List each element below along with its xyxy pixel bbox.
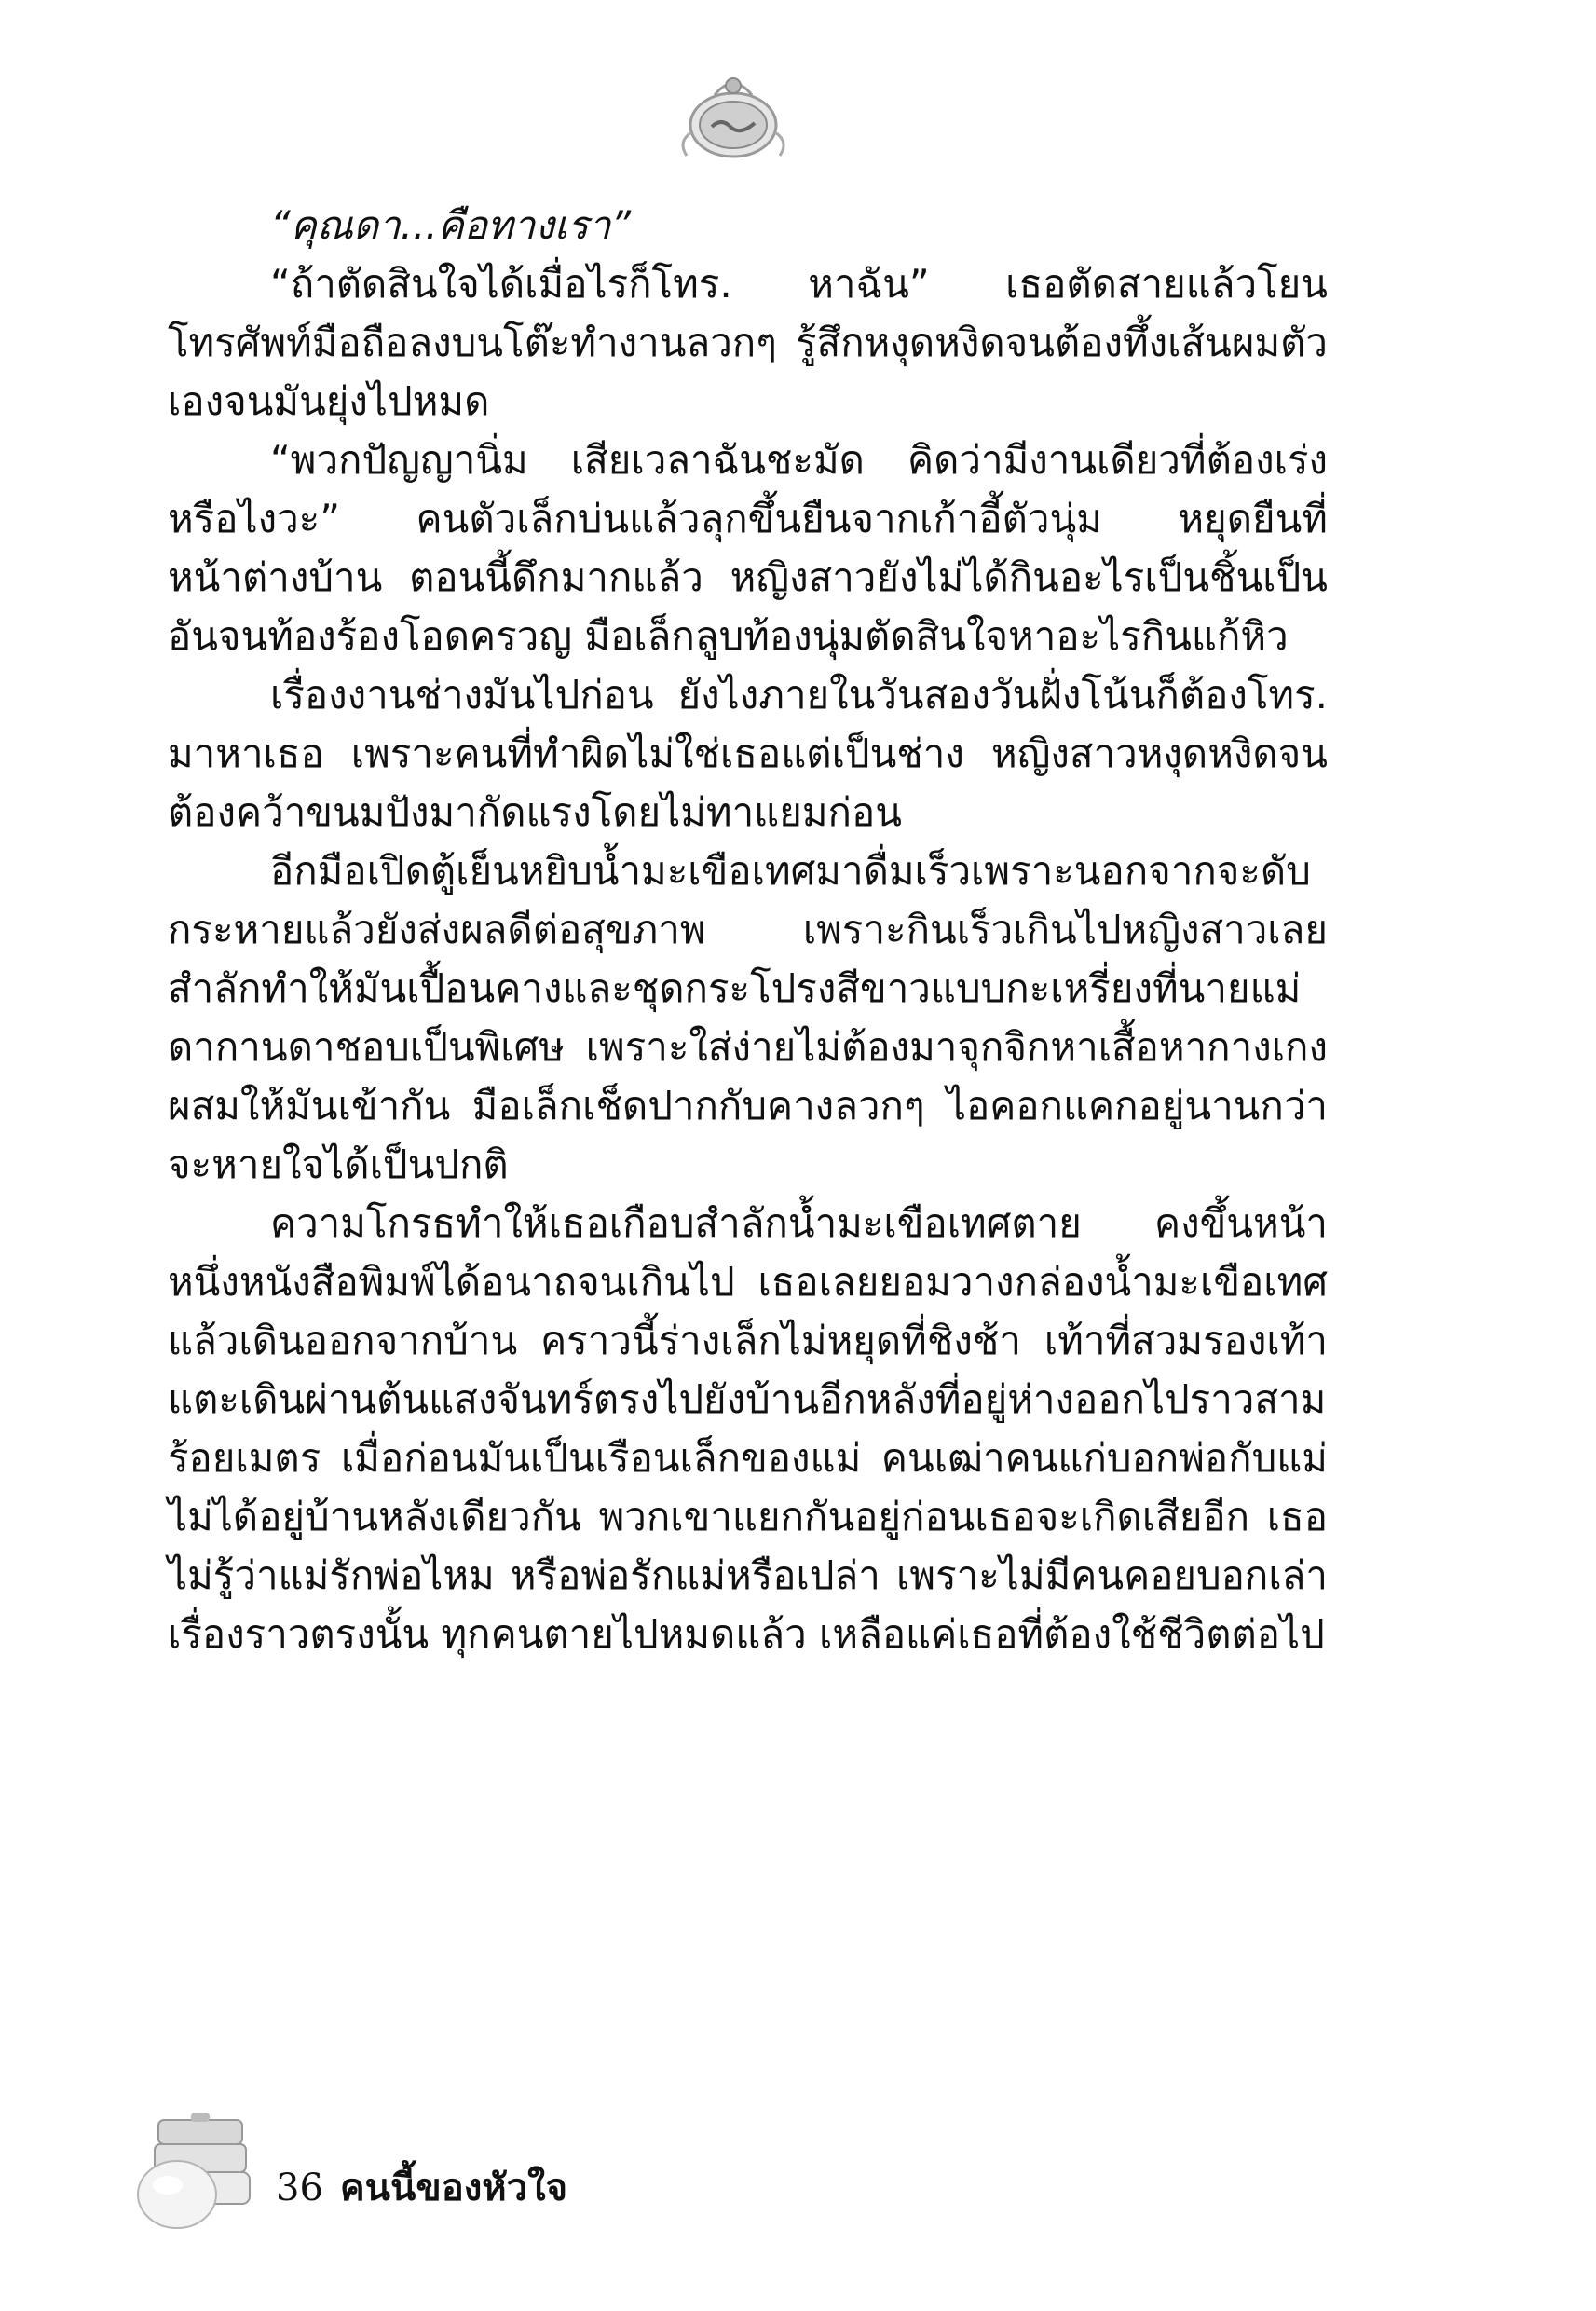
book-title: คนนี้ของหัวใจ [339,2167,568,2209]
paragraph: “พวกปัญญานิ่ม เสียเวลาฉันชะมัด คิดว่ามีงานเดียวที่ต้องเร่งหรือไงวะ” คนตัวเล็กบ่นแล้วลุกขึ้นยืนจากเก้าอี้ตัวนุ่ม หยุดยืนที่หน้าต่างบ้าน ตอนนี้ดึกมากแล้ว หญิงสาวยังไม่ได้กินอะไรเป็นชิ้นเป็นอันจนท้องร้องโอดครวญ มือเล็กลูบท้องนุ่มตัดสินใจหาอะไรกินแก้หิว [168,437,1328,659]
paragraph: เรื่องงานช่างมันไปก่อน ยังไงภายในวันสองวันฝั่งโน้นก็ต้องโทร. มาหาเธอ เพราะคนที่ทำผิดไม่ใช่เธอแต่เป็นช่าง หญิงสาวหงุดหงิดจนต้องคว้าขนมปังมากัดแรงโดยไม่ทาแยมก่อน [168,672,1328,835]
paragraph: “ถ้าตัดสินใจได้เมื่อไรก็โทร. หาฉัน” เธอตัดสายแล้วโยนโทรศัพท์มือถือลงบนโต๊ะทำงานลวกๆ รู้สึกหงุดหงิดจนต้องทึ้งเส้นผมตัวเองจนมันยุ่งไปหมด [168,261,1328,424]
body-text [168,196,1328,1663]
steamer-pot-icon [130,2101,270,2232]
paragraph: “คุณดา...คือทางเรา” [270,202,632,248]
paragraph: อีกมือเปิดตู้เย็นหยิบน้ำมะเขือเทศมาดื่มเร็วเพราะนอกจากจะดับกระหายแล้วยังส่งผลดีต่อสุขภาพ เพราะกินเร็วเกินไปหญิงสาวเลยสำลักทำให้มันเปื้อนคางและชุดกระโปรงสีขาวแบบกะเหรี่ยงที่นายแม่ดากานดาชอบเป็นพิเศษ เพราะใส่ง่ายไม่ต้องมาจุกจิกหาเสื้อหากางเกงผสมให้มันเข้ากัน มือเล็กเช็ดปากกับคางลวกๆ ไอคอกแคกอยู่นานกว่าจะหายใจได้เป็นปกติ [168,848,1328,1187]
publisher-logo-icon [663,67,803,170]
page-number: 36 [276,2167,323,2209]
page-footer [112,2101,764,2232]
paragraph: ความโกรธทำให้เธอเกือบสำลักน้ำมะเขือเทศตาย คงขึ้นหน้าหนึ่งหนังสือพิมพ์ได้อนาถจนเกินไป เธอเลยยอมวางกล่องน้ำมะเขือเทศแล้วเดินออกจากบ้าน คราวนี้ร่างเล็กไม่หยุดที่ชิงช้า เท้าที่สวมรองเท้าแตะเดินผ่านต้นแสงจันทร์ตรงไปยังบ้านอีกหลังที่อยู่ห่างออกไปราวสามร้อยเมตร เมื่อก่อนมันเป็นเรือนเล็กของแม่ คนเฒ่าคนแก่บอกพ่อกับแม่ไม่ได้อยู่บ้านหลังเดียวกัน พวกเขาแยกกันอยู่ก่อนเธอจะเกิดเสียอีก เธอไม่รู้ว่าแม่รักพ่อไหม หรือพ่อรักแม่หรือเปล่า เพราะไม่มีคนคอยบอกเล่าเรื่องราวตรงนั้น ทุกคนตายไปหมดแล้ว เหลือแค่เธอที่ต้องใช้ชีวิตต่อไป [168,1200,1328,1657]
footer-caption [276,2157,567,2217]
